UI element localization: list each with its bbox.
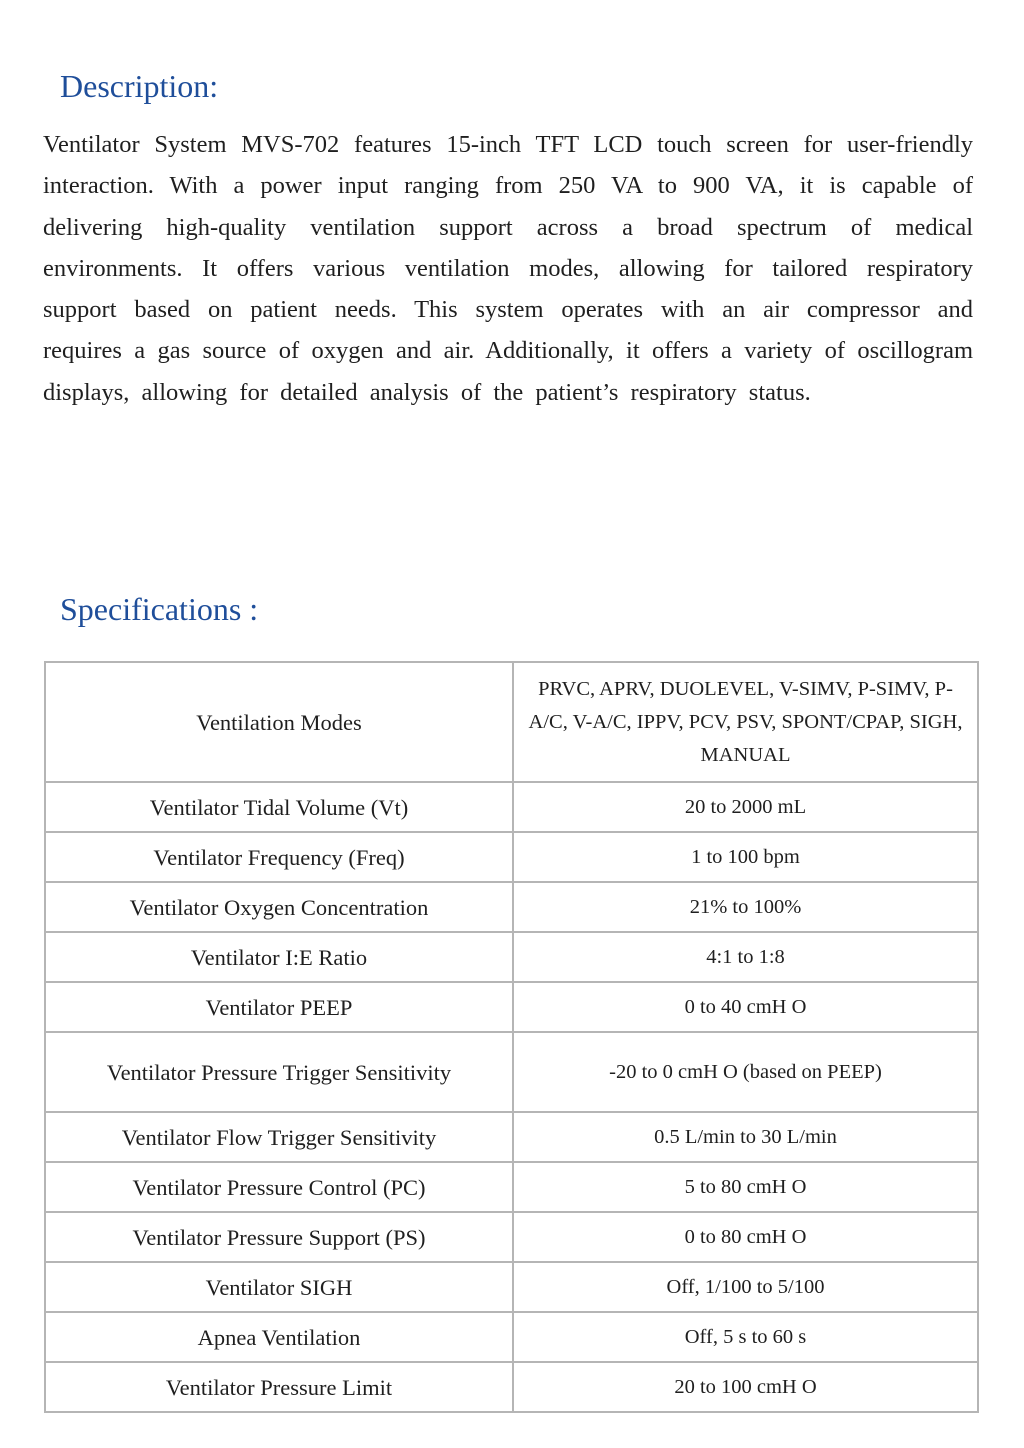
table-row <box>45 982 978 1032</box>
spec-label: Ventilator Frequency (Freq) <box>45 832 513 882</box>
spec-label: Ventilator Pressure Control (PC) <box>45 1162 513 1212</box>
spec-value: PRVC, APRV, DUOLEVEL, V-SIMV, P-SIMV, P-A/C, V-A/C, IPPV, PCV, PSV, SPONT/CPAP, SIGH, MANUAL <box>513 662 978 782</box>
spec-label: Ventilator Flow Trigger Sensitivity <box>45 1112 513 1162</box>
spec-value: 21% to 100% <box>513 882 978 932</box>
spec-label: Ventilator Tidal Volume (Vt) <box>45 782 513 832</box>
spec-value: Off, 1/100 to 5/100 <box>513 1262 978 1312</box>
table-row <box>45 832 978 882</box>
spec-label: Ventilator SIGH <box>45 1262 513 1312</box>
spec-label: Ventilator PEEP <box>45 982 513 1032</box>
spec-value: 0.5 L/min to 30 L/min <box>513 1112 978 1162</box>
table-row <box>45 1312 978 1362</box>
spec-value: Off, 5 s to 60 s <box>513 1312 978 1362</box>
spec-value: 1 to 100 bpm <box>513 832 978 882</box>
spec-label: Ventilator Pressure Support (PS) <box>45 1212 513 1262</box>
table-row <box>45 782 978 832</box>
spec-value: 20 to 2000 mL <box>513 782 978 832</box>
spec-value: 5 to 80 cmH O <box>513 1162 978 1212</box>
spec-value: 4:1 to 1:8 <box>513 932 978 982</box>
specifications-heading: Specifications : <box>60 591 259 627</box>
spec-label: Ventilator Pressure Limit <box>45 1362 513 1412</box>
table-row <box>45 662 978 782</box>
specifications-table <box>44 661 979 1413</box>
table-row <box>45 1162 978 1212</box>
spec-value: 0 to 80 cmH O <box>513 1212 978 1262</box>
table-row <box>45 882 978 932</box>
spec-label: Ventilator Oxygen Concentration <box>45 882 513 932</box>
spec-label: Ventilator I:E Ratio <box>45 932 513 982</box>
spec-value: 20 to 100 cmH O <box>513 1362 978 1412</box>
spec-label: Apnea Ventilation <box>45 1312 513 1362</box>
description-paragraph: Ventilator System MVS-702 features 15-inch TFT LCD touch screen for user-friendly interaction. With a power input ranging from 250 VA to 900 VA, it is capable of delivering high-quality ventilation support across a broad spectrum of medical environments. It offers various ventilation modes, allowing for tailored respiratory support based on patient needs. This system operates with an air compressor and requires a gas source of oxygen and air. Additionally, it offers a variety of oscillogram displays, allowing for detailed analysis of the patient’s respiratory status. <box>43 131 973 406</box>
description-heading: Description: <box>60 68 219 104</box>
spec-label: Ventilator Pressure Trigger Sensitivity <box>45 1032 513 1112</box>
table-row <box>45 1262 978 1312</box>
spec-value: -20 to 0 cmH O (based on PEEP) <box>513 1032 978 1112</box>
table-row <box>45 1112 978 1162</box>
table-row <box>45 1032 978 1112</box>
table-row <box>45 1212 978 1262</box>
spec-label: Ventilation Modes <box>45 662 513 782</box>
table-row <box>45 1362 978 1412</box>
spec-value: 0 to 40 cmH O <box>513 982 978 1032</box>
table-row <box>45 932 978 982</box>
